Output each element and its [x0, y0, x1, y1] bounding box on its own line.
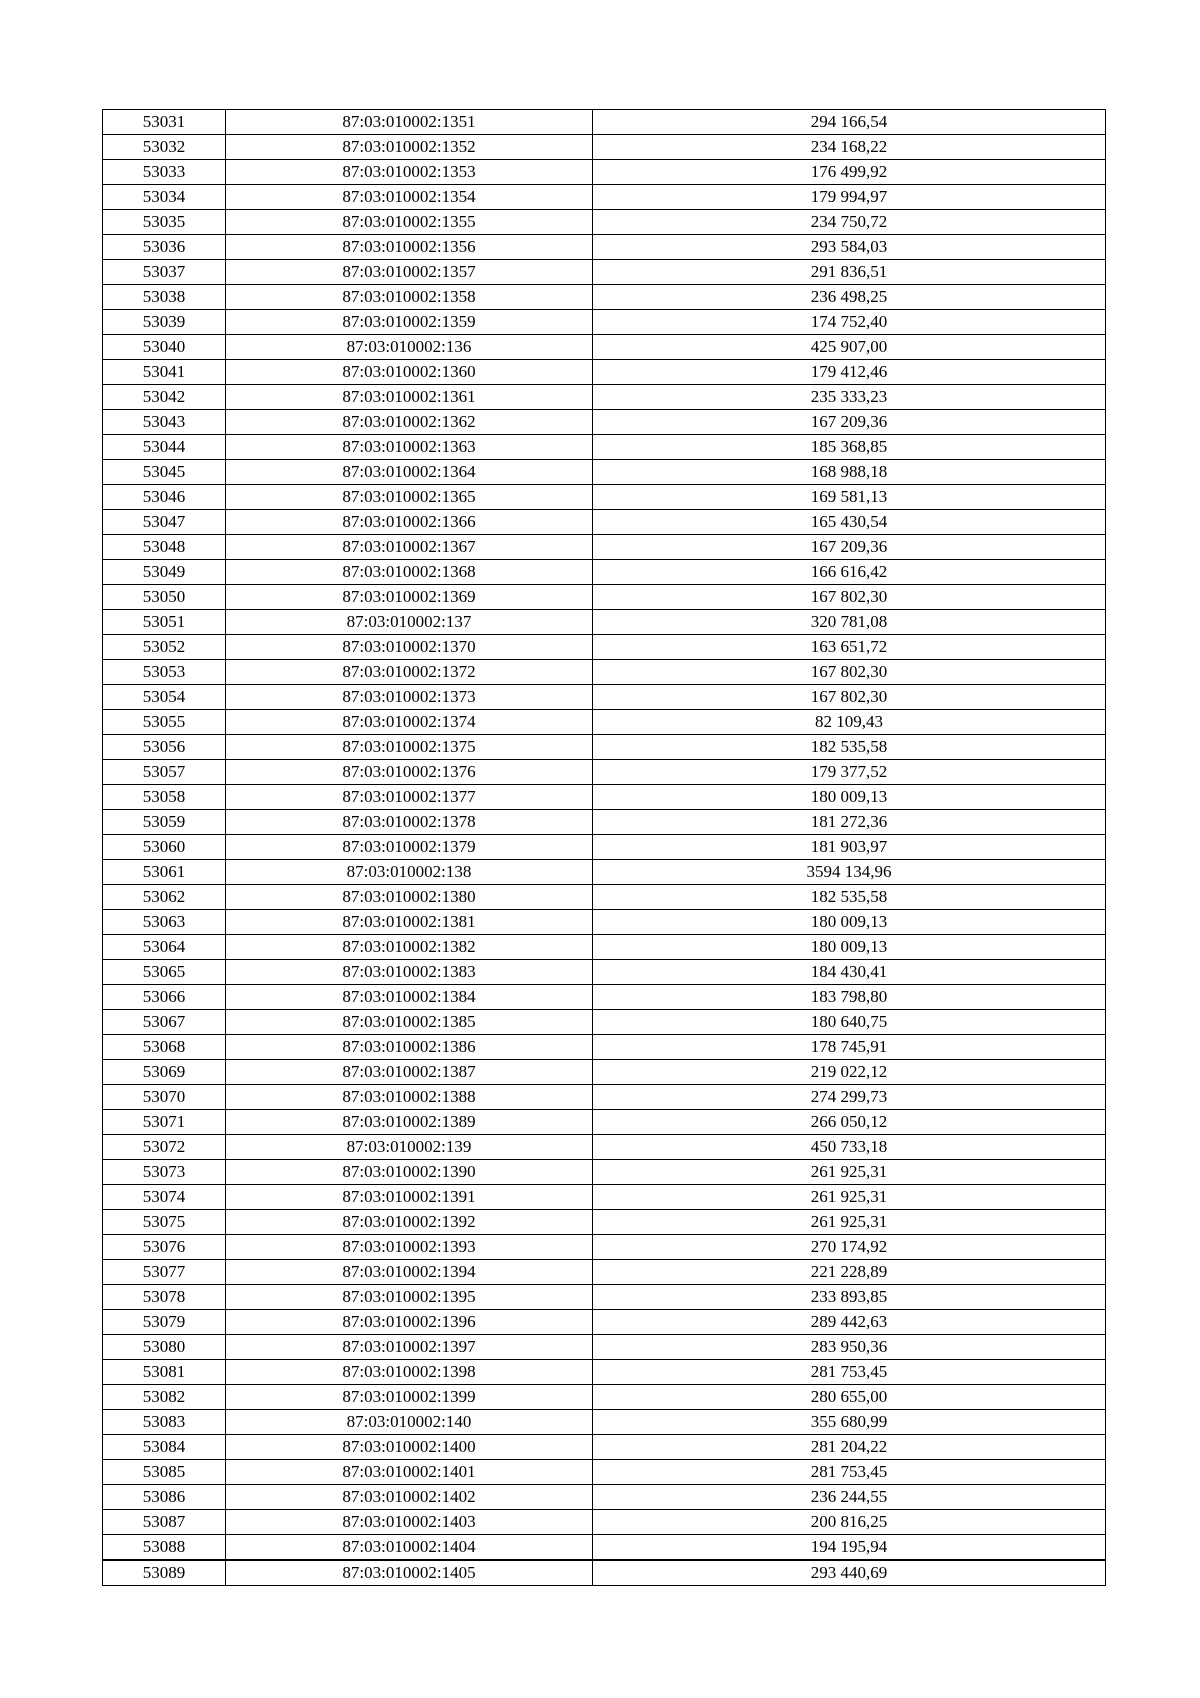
table-row — [103, 1235, 1106, 1260]
row-number-cell: 53076 — [103, 1235, 226, 1260]
cadastral-value-cell: 165 430,54 — [593, 510, 1106, 535]
table-row — [103, 135, 1106, 160]
table-row — [103, 1085, 1106, 1110]
cadastral-value-cell: 181 903,97 — [593, 835, 1106, 860]
table-row — [103, 310, 1106, 335]
cadastral-number-cell: 87:03:010002:1379 — [226, 835, 593, 860]
table-row — [103, 460, 1106, 485]
row-number-cell: 53078 — [103, 1285, 226, 1310]
cadastral-value-cell: 280 655,00 — [593, 1385, 1106, 1410]
row-number-cell: 53061 — [103, 860, 226, 885]
row-number-cell: 53079 — [103, 1310, 226, 1335]
cadastral-number-cell: 87:03:010002:1351 — [226, 110, 593, 135]
cadastral-value-cell: 180 009,13 — [593, 910, 1106, 935]
row-number-cell: 53067 — [103, 1010, 226, 1035]
cadastral-number-cell: 87:03:010002:1386 — [226, 1035, 593, 1060]
row-number-cell: 53042 — [103, 385, 226, 410]
cadastral-value-cell: 167 802,30 — [593, 685, 1106, 710]
cadastral-value-cell: 236 498,25 — [593, 285, 1106, 310]
table-row — [103, 985, 1106, 1010]
cadastral-number-cell: 87:03:010002:1369 — [226, 585, 593, 610]
cadastral-number-cell: 87:03:010002:136 — [226, 335, 593, 360]
table-row — [103, 785, 1106, 810]
cadastral-number-cell: 87:03:010002:1393 — [226, 1235, 593, 1260]
cadastral-value-cell: 233 893,85 — [593, 1285, 1106, 1310]
cadastral-number-cell: 87:03:010002:1394 — [226, 1260, 593, 1285]
cadastral-number-cell: 87:03:010002:1359 — [226, 310, 593, 335]
table-row — [103, 810, 1106, 835]
row-number-cell: 53082 — [103, 1385, 226, 1410]
row-number-cell: 53039 — [103, 310, 226, 335]
cadastral-value-cell: 180 009,13 — [593, 935, 1106, 960]
table-row — [103, 935, 1106, 960]
row-number-cell: 53056 — [103, 735, 226, 760]
row-number-cell: 53086 — [103, 1485, 226, 1510]
cadastral-value-cell: 184 430,41 — [593, 960, 1106, 985]
cadastral-value-cell: 281 753,45 — [593, 1360, 1106, 1385]
cadastral-number-cell: 87:03:010002:1392 — [226, 1210, 593, 1235]
row-number-cell: 53037 — [103, 260, 226, 285]
cadastral-value-cell: 163 651,72 — [593, 635, 1106, 660]
cadastral-value-cell: 181 272,36 — [593, 810, 1106, 835]
row-number-cell: 53064 — [103, 935, 226, 960]
row-number-cell: 53054 — [103, 685, 226, 710]
table-row — [103, 210, 1106, 235]
row-number-cell: 53088 — [103, 1535, 226, 1561]
cadastral-value-cell: 3594 134,96 — [593, 860, 1106, 885]
table-row — [103, 760, 1106, 785]
cadastral-number-cell: 87:03:010002:1396 — [226, 1310, 593, 1335]
cadastral-value-cell: 166 616,42 — [593, 560, 1106, 585]
cadastral-value-cell: 179 412,46 — [593, 360, 1106, 385]
cadastral-number-cell: 87:03:010002:1362 — [226, 410, 593, 435]
row-number-cell: 53033 — [103, 160, 226, 185]
cadastral-number-cell: 87:03:010002:1352 — [226, 135, 593, 160]
cadastral-value-cell: 179 377,52 — [593, 760, 1106, 785]
row-number-cell: 53038 — [103, 285, 226, 310]
row-number-cell: 53062 — [103, 885, 226, 910]
cadastral-number-cell: 87:03:010002:1390 — [226, 1160, 593, 1185]
row-number-cell: 53053 — [103, 660, 226, 685]
cadastral-number-cell: 87:03:010002:1384 — [226, 985, 593, 1010]
cadastral-value-cell: 180 640,75 — [593, 1010, 1106, 1035]
table-row — [103, 285, 1106, 310]
cadastral-number-cell: 87:03:010002:1387 — [226, 1060, 593, 1085]
cadastral-number-cell: 87:03:010002:140 — [226, 1410, 593, 1435]
cadastral-number-cell: 87:03:010002:1382 — [226, 935, 593, 960]
cadastral-value-cell: 266 050,12 — [593, 1110, 1106, 1135]
cadastral-number-cell: 87:03:010002:1360 — [226, 360, 593, 385]
cadastral-value-cell: 320 781,08 — [593, 610, 1106, 635]
row-number-cell: 53084 — [103, 1435, 226, 1460]
row-number-cell: 53081 — [103, 1360, 226, 1385]
row-number-cell: 53083 — [103, 1410, 226, 1435]
row-number-cell: 53074 — [103, 1185, 226, 1210]
row-number-cell: 53043 — [103, 410, 226, 435]
cadastral-number-cell: 87:03:010002:1372 — [226, 660, 593, 685]
row-number-cell: 53047 — [103, 510, 226, 535]
table-row — [103, 585, 1106, 610]
row-number-cell: 53073 — [103, 1160, 226, 1185]
cadastral-value-cell: 167 802,30 — [593, 585, 1106, 610]
row-number-cell: 53040 — [103, 335, 226, 360]
cadastral-value-cell: 289 442,63 — [593, 1310, 1106, 1335]
cadastral-value-cell: 183 798,80 — [593, 985, 1106, 1010]
table-row — [103, 1160, 1106, 1185]
cadastral-number-cell: 87:03:010002:1401 — [226, 1460, 593, 1485]
table-row — [103, 710, 1106, 735]
table-row — [103, 1435, 1106, 1460]
cadastral-number-cell: 87:03:010002:1374 — [226, 710, 593, 735]
row-number-cell: 53058 — [103, 785, 226, 810]
row-number-cell: 53032 — [103, 135, 226, 160]
cadastral-value-cell: 221 228,89 — [593, 1260, 1106, 1285]
cadastral-value-cell: 293 584,03 — [593, 235, 1106, 260]
table-row — [103, 1260, 1106, 1285]
cadastral-number-cell: 87:03:010002:1380 — [226, 885, 593, 910]
cadastral-value-cell: 82 109,43 — [593, 710, 1106, 735]
cadastral-value-cell: 270 174,92 — [593, 1235, 1106, 1260]
cadastral-value-cell: 281 204,22 — [593, 1435, 1106, 1460]
table-row — [103, 1135, 1106, 1160]
table-row — [103, 835, 1106, 860]
cadastral-value-table — [102, 109, 1106, 1586]
row-number-cell: 53059 — [103, 810, 226, 835]
cadastral-value-cell: 168 988,18 — [593, 460, 1106, 485]
row-number-cell: 53089 — [103, 1560, 226, 1586]
cadastral-number-cell: 87:03:010002:138 — [226, 860, 593, 885]
cadastral-value-cell: 235 333,23 — [593, 385, 1106, 410]
table-row — [103, 360, 1106, 385]
cadastral-value-cell: 291 836,51 — [593, 260, 1106, 285]
cadastral-number-cell: 87:03:010002:1376 — [226, 760, 593, 785]
cadastral-value-cell: 283 950,36 — [593, 1335, 1106, 1360]
cadastral-number-cell: 87:03:010002:1366 — [226, 510, 593, 535]
cadastral-number-cell: 87:03:010002:1365 — [226, 485, 593, 510]
cadastral-number-cell: 87:03:010002:1368 — [226, 560, 593, 585]
cadastral-value-cell: 182 535,58 — [593, 735, 1106, 760]
row-number-cell: 53068 — [103, 1035, 226, 1060]
cadastral-value-cell: 234 750,72 — [593, 210, 1106, 235]
cadastral-number-cell: 87:03:010002:1397 — [226, 1335, 593, 1360]
table-row — [103, 1510, 1106, 1535]
row-number-cell: 53055 — [103, 710, 226, 735]
cadastral-value-cell: 293 440,69 — [593, 1560, 1106, 1586]
cadastral-value-cell: 179 994,97 — [593, 185, 1106, 210]
table-row — [103, 635, 1106, 660]
row-number-cell: 53051 — [103, 610, 226, 635]
cadastral-number-cell: 87:03:010002:1400 — [226, 1435, 593, 1460]
cadastral-value-cell: 167 209,36 — [593, 535, 1106, 560]
row-number-cell: 53085 — [103, 1460, 226, 1485]
table-row — [103, 1535, 1106, 1561]
cadastral-number-cell: 87:03:010002:1363 — [226, 435, 593, 460]
row-number-cell: 53077 — [103, 1260, 226, 1285]
cadastral-number-cell: 87:03:010002:1367 — [226, 535, 593, 560]
row-number-cell: 53035 — [103, 210, 226, 235]
cadastral-number-cell: 87:03:010002:1399 — [226, 1385, 593, 1410]
table-row — [103, 685, 1106, 710]
table-row — [103, 885, 1106, 910]
table-row — [103, 1360, 1106, 1385]
cadastral-number-cell: 87:03:010002:1404 — [226, 1535, 593, 1561]
row-number-cell: 53045 — [103, 460, 226, 485]
row-number-cell: 53063 — [103, 910, 226, 935]
table-row — [103, 560, 1106, 585]
table-row — [103, 660, 1106, 685]
cadastral-number-cell: 87:03:010002:1402 — [226, 1485, 593, 1510]
table-row — [103, 1460, 1106, 1485]
row-number-cell: 53034 — [103, 185, 226, 210]
table-row — [103, 535, 1106, 560]
table-body — [103, 110, 1106, 1586]
cadastral-number-cell: 87:03:010002:1395 — [226, 1285, 593, 1310]
cadastral-number-cell: 87:03:010002:1361 — [226, 385, 593, 410]
table-row — [103, 860, 1106, 885]
cadastral-value-cell: 450 733,18 — [593, 1135, 1106, 1160]
row-number-cell: 53080 — [103, 1335, 226, 1360]
cadastral-value-cell: 234 168,22 — [593, 135, 1106, 160]
table-row — [103, 235, 1106, 260]
row-number-cell: 53065 — [103, 960, 226, 985]
table-row — [103, 735, 1106, 760]
cadastral-value-cell: 274 299,73 — [593, 1085, 1106, 1110]
cadastral-number-cell: 87:03:010002:1381 — [226, 910, 593, 935]
row-number-cell: 53069 — [103, 1060, 226, 1085]
cadastral-value-cell: 194 195,94 — [593, 1535, 1106, 1561]
table-row — [103, 335, 1106, 360]
cadastral-number-cell: 87:03:010002:1370 — [226, 635, 593, 660]
cadastral-value-cell: 355 680,99 — [593, 1410, 1106, 1435]
table-row — [103, 1035, 1106, 1060]
cadastral-number-cell: 87:03:010002:1377 — [226, 785, 593, 810]
row-number-cell: 53031 — [103, 110, 226, 135]
cadastral-number-cell: 87:03:010002:1353 — [226, 160, 593, 185]
row-number-cell: 53071 — [103, 1110, 226, 1135]
table-row — [103, 510, 1106, 535]
row-number-cell: 53036 — [103, 235, 226, 260]
table-row — [103, 960, 1106, 985]
row-number-cell: 53075 — [103, 1210, 226, 1235]
table-row — [103, 1410, 1106, 1435]
table-row — [103, 435, 1106, 460]
table-row — [103, 1310, 1106, 1335]
cadastral-value-cell: 261 925,31 — [593, 1210, 1106, 1235]
cadastral-value-cell: 182 535,58 — [593, 885, 1106, 910]
cadastral-value-cell: 219 022,12 — [593, 1060, 1106, 1085]
row-number-cell: 53048 — [103, 535, 226, 560]
cadastral-number-cell: 87:03:010002:1375 — [226, 735, 593, 760]
row-number-cell: 53057 — [103, 760, 226, 785]
cadastral-value-cell: 176 499,92 — [593, 160, 1106, 185]
row-number-cell: 53052 — [103, 635, 226, 660]
row-number-cell: 53060 — [103, 835, 226, 860]
table-row — [103, 410, 1106, 435]
cadastral-number-cell: 87:03:010002:139 — [226, 1135, 593, 1160]
cadastral-number-cell: 87:03:010002:1373 — [226, 685, 593, 710]
table-row — [103, 1335, 1106, 1360]
table-row — [103, 260, 1106, 285]
row-number-cell: 53087 — [103, 1510, 226, 1535]
table-row — [103, 485, 1106, 510]
cadastral-value-cell: 169 581,13 — [593, 485, 1106, 510]
cadastral-value-cell: 281 753,45 — [593, 1460, 1106, 1485]
row-number-cell: 53050 — [103, 585, 226, 610]
cadastral-number-cell: 87:03:010002:1355 — [226, 210, 593, 235]
table-row — [103, 910, 1106, 935]
row-number-cell: 53072 — [103, 1135, 226, 1160]
cadastral-number-cell: 87:03:010002:1357 — [226, 260, 593, 285]
cadastral-number-cell: 87:03:010002:1398 — [226, 1360, 593, 1385]
row-number-cell: 53070 — [103, 1085, 226, 1110]
row-number-cell: 53066 — [103, 985, 226, 1010]
table-row — [103, 1210, 1106, 1235]
cadastral-value-cell: 200 816,25 — [593, 1510, 1106, 1535]
table-row — [103, 185, 1106, 210]
cadastral-value-cell: 261 925,31 — [593, 1160, 1106, 1185]
row-number-cell: 53044 — [103, 435, 226, 460]
cadastral-number-cell: 87:03:010002:1403 — [226, 1510, 593, 1535]
cadastral-number-cell: 87:03:010002:1358 — [226, 285, 593, 310]
row-number-cell: 53041 — [103, 360, 226, 385]
table-row — [103, 610, 1106, 635]
cadastral-value-cell: 174 752,40 — [593, 310, 1106, 335]
table-row — [103, 1110, 1106, 1135]
cadastral-number-cell: 87:03:010002:1378 — [226, 810, 593, 835]
table-row — [103, 1010, 1106, 1035]
table-row — [103, 1560, 1106, 1586]
cadastral-number-cell: 87:03:010002:1356 — [226, 235, 593, 260]
cadastral-number-cell: 87:03:010002:1383 — [226, 960, 593, 985]
cadastral-value-cell: 425 907,00 — [593, 335, 1106, 360]
table-row — [103, 1385, 1106, 1410]
cadastral-value-cell: 180 009,13 — [593, 785, 1106, 810]
cadastral-number-cell: 87:03:010002:1389 — [226, 1110, 593, 1135]
row-number-cell: 53049 — [103, 560, 226, 585]
cadastral-value-cell: 236 244,55 — [593, 1485, 1106, 1510]
cadastral-number-cell: 87:03:010002:1364 — [226, 460, 593, 485]
cadastral-number-cell: 87:03:010002:1405 — [226, 1560, 593, 1586]
table-row — [103, 110, 1106, 135]
row-number-cell: 53046 — [103, 485, 226, 510]
cadastral-number-cell: 87:03:010002:1354 — [226, 185, 593, 210]
cadastral-number-cell: 87:03:010002:1385 — [226, 1010, 593, 1035]
table-row — [103, 160, 1106, 185]
table-row — [103, 1185, 1106, 1210]
table-row — [103, 1060, 1106, 1085]
cadastral-value-cell: 294 166,54 — [593, 110, 1106, 135]
cadastral-value-cell: 167 209,36 — [593, 410, 1106, 435]
cadastral-number-cell: 87:03:010002:1388 — [226, 1085, 593, 1110]
cadastral-value-cell: 261 925,31 — [593, 1185, 1106, 1210]
cadastral-value-cell: 185 368,85 — [593, 435, 1106, 460]
cadastral-number-cell: 87:03:010002:137 — [226, 610, 593, 635]
cadastral-number-cell: 87:03:010002:1391 — [226, 1185, 593, 1210]
table-row — [103, 385, 1106, 410]
table-row — [103, 1485, 1106, 1510]
cadastral-value-cell: 178 745,91 — [593, 1035, 1106, 1060]
table-row — [103, 1285, 1106, 1310]
cadastral-value-cell: 167 802,30 — [593, 660, 1106, 685]
